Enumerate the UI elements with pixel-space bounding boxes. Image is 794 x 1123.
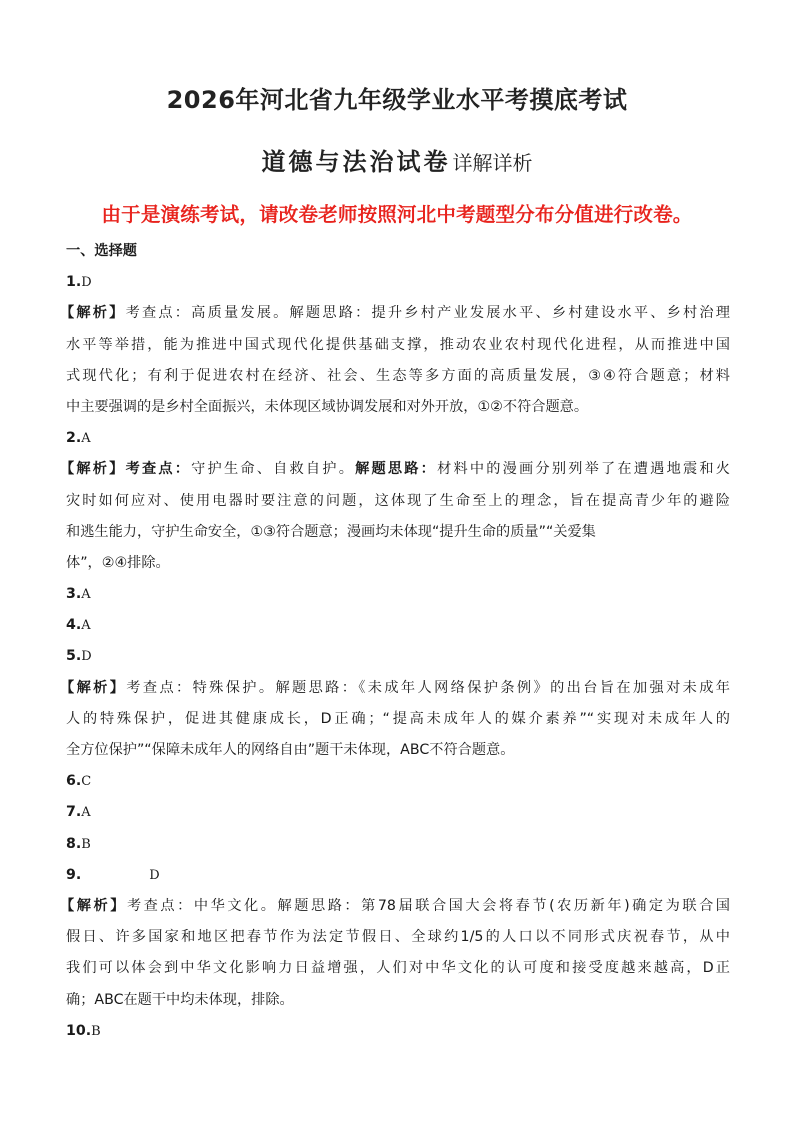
answer-letter: C: [81, 774, 92, 790]
explanation-line: 我们可以体会到中华文化影响力日益增强，人们对中华文化的认可度和接受度越来越高，D正: [66, 960, 730, 977]
explanation-line: [60, 891, 730, 922]
answer-letter: B: [81, 836, 91, 852]
explanation-line: 和逃生能力，守护生命安全，①③符合题意；漫画均未体现“提升生命的质量”“关爱集: [66, 523, 596, 540]
question-2-answer: [66, 423, 730, 454]
question-number: 10.: [66, 1022, 92, 1039]
question-number: 3.: [66, 586, 82, 603]
explanation-label: 【解析】: [60, 679, 127, 696]
exam-title: 2026年河北省九年级学业水平考摸底考试: [166, 86, 628, 114]
explanation-label: 【解析】: [60, 461, 126, 478]
answer-letter: A: [81, 805, 91, 821]
explanation-line: [60, 673, 730, 704]
question-10-answer: [66, 1016, 730, 1047]
section-heading: 一、选择题: [66, 243, 137, 259]
question-9-answer: [66, 860, 730, 891]
answer-letter: A: [81, 587, 91, 603]
question-number: 7.: [66, 804, 82, 821]
question-1-answer: [66, 267, 730, 298]
explanation-text: 守护生命、自救自护。: [191, 461, 356, 478]
explanation-line: 中主要强调的是乡村全面振兴，未体现区域协调发展和对外开放，①②不符合题意。: [66, 398, 589, 415]
explanation-line: 确；ABC在题干中均未体现，排除。: [66, 991, 294, 1008]
explanation-line: 人的特殊保护，促进其健康成长，D正确；“提高未成年人的媒介素养”“实现对未成年人的: [66, 710, 730, 727]
explanation-line: 全方位保护”“保障未成年人的网络自由”题干未体现，ABC不符合题意。: [66, 742, 515, 758]
exam-subtitle: [0, 142, 794, 177]
explanation-label: 【解析】: [60, 305, 126, 322]
explanation-text: 考查点：特殊保护。解题思路：《未成年人网络保护条例》的出台旨在加强对未成年: [126, 679, 730, 696]
question-8-answer: [66, 829, 730, 860]
answer-letter: D: [149, 867, 160, 883]
question-3-answer: [66, 579, 730, 610]
answer-letter: A: [81, 618, 91, 634]
explanation-text: 考查点：高质量发展。解题思路：提升乡村产业发展水平、乡村建设水平、乡村治理: [125, 305, 730, 322]
answer-letter: B: [91, 1023, 101, 1039]
question-7-answer: [66, 797, 730, 828]
subject-subtitle: 详解详析: [452, 151, 533, 175]
question-4-answer: [66, 610, 730, 641]
question-number: 5.: [66, 648, 82, 665]
grading-notice: 由于是演练考试，请改卷老师按照河北中考题型分布分值进行改卷。: [101, 203, 693, 226]
answer-letter: D: [81, 649, 92, 665]
question-number: 1.: [66, 274, 82, 291]
question-number: 4.: [66, 617, 82, 634]
keyword-label: 解题思路：: [355, 461, 438, 478]
explanation-line: 假日、许多国家和地区把春节作为法定节假日、全球约1/5的人口以不同形式庆祝春节，从中: [66, 929, 730, 946]
explanation-line: [60, 454, 730, 485]
explanation-line: 式现代化；有利于促进农村在经济、社会、生态等多方面的高质量发展，③④符合题意；材料: [66, 367, 730, 384]
question-number: 9.: [66, 866, 82, 883]
question-6-answer: [66, 766, 730, 797]
explanation-line: 灾时如何应对、使用电器时要注意的问题，这体现了生命至上的理念，旨在提高青少年的避险: [66, 492, 730, 509]
explanation-label: 【解析】: [60, 897, 127, 914]
subject-title: 道德与法治试卷: [261, 148, 451, 176]
question-number: 6.: [66, 773, 82, 790]
question-number: 8.: [66, 835, 82, 852]
question-5-answer: [66, 641, 730, 672]
explanation-line: 水平等举措，能为推进中国式现代化提供基础支撑，推动农业农村现代化进程，从而推进中国: [66, 336, 730, 353]
answer-letter: A: [81, 431, 91, 447]
answer-letter: D: [81, 275, 92, 291]
explanation-text: 材料中的漫画分别列举了在遭遇地震和火: [437, 461, 730, 478]
keyword-label: 考查点：: [125, 461, 192, 478]
explanation-line: [60, 298, 730, 329]
question-number: 2.: [66, 430, 82, 447]
answer-content: [60, 236, 730, 1047]
explanation-line: 体”，②④排除。: [66, 554, 170, 571]
explanation-text: 考查点：中华文化。解题思路：第78届联合国大会将春节(农历新年)确定为联合国: [126, 897, 730, 914]
